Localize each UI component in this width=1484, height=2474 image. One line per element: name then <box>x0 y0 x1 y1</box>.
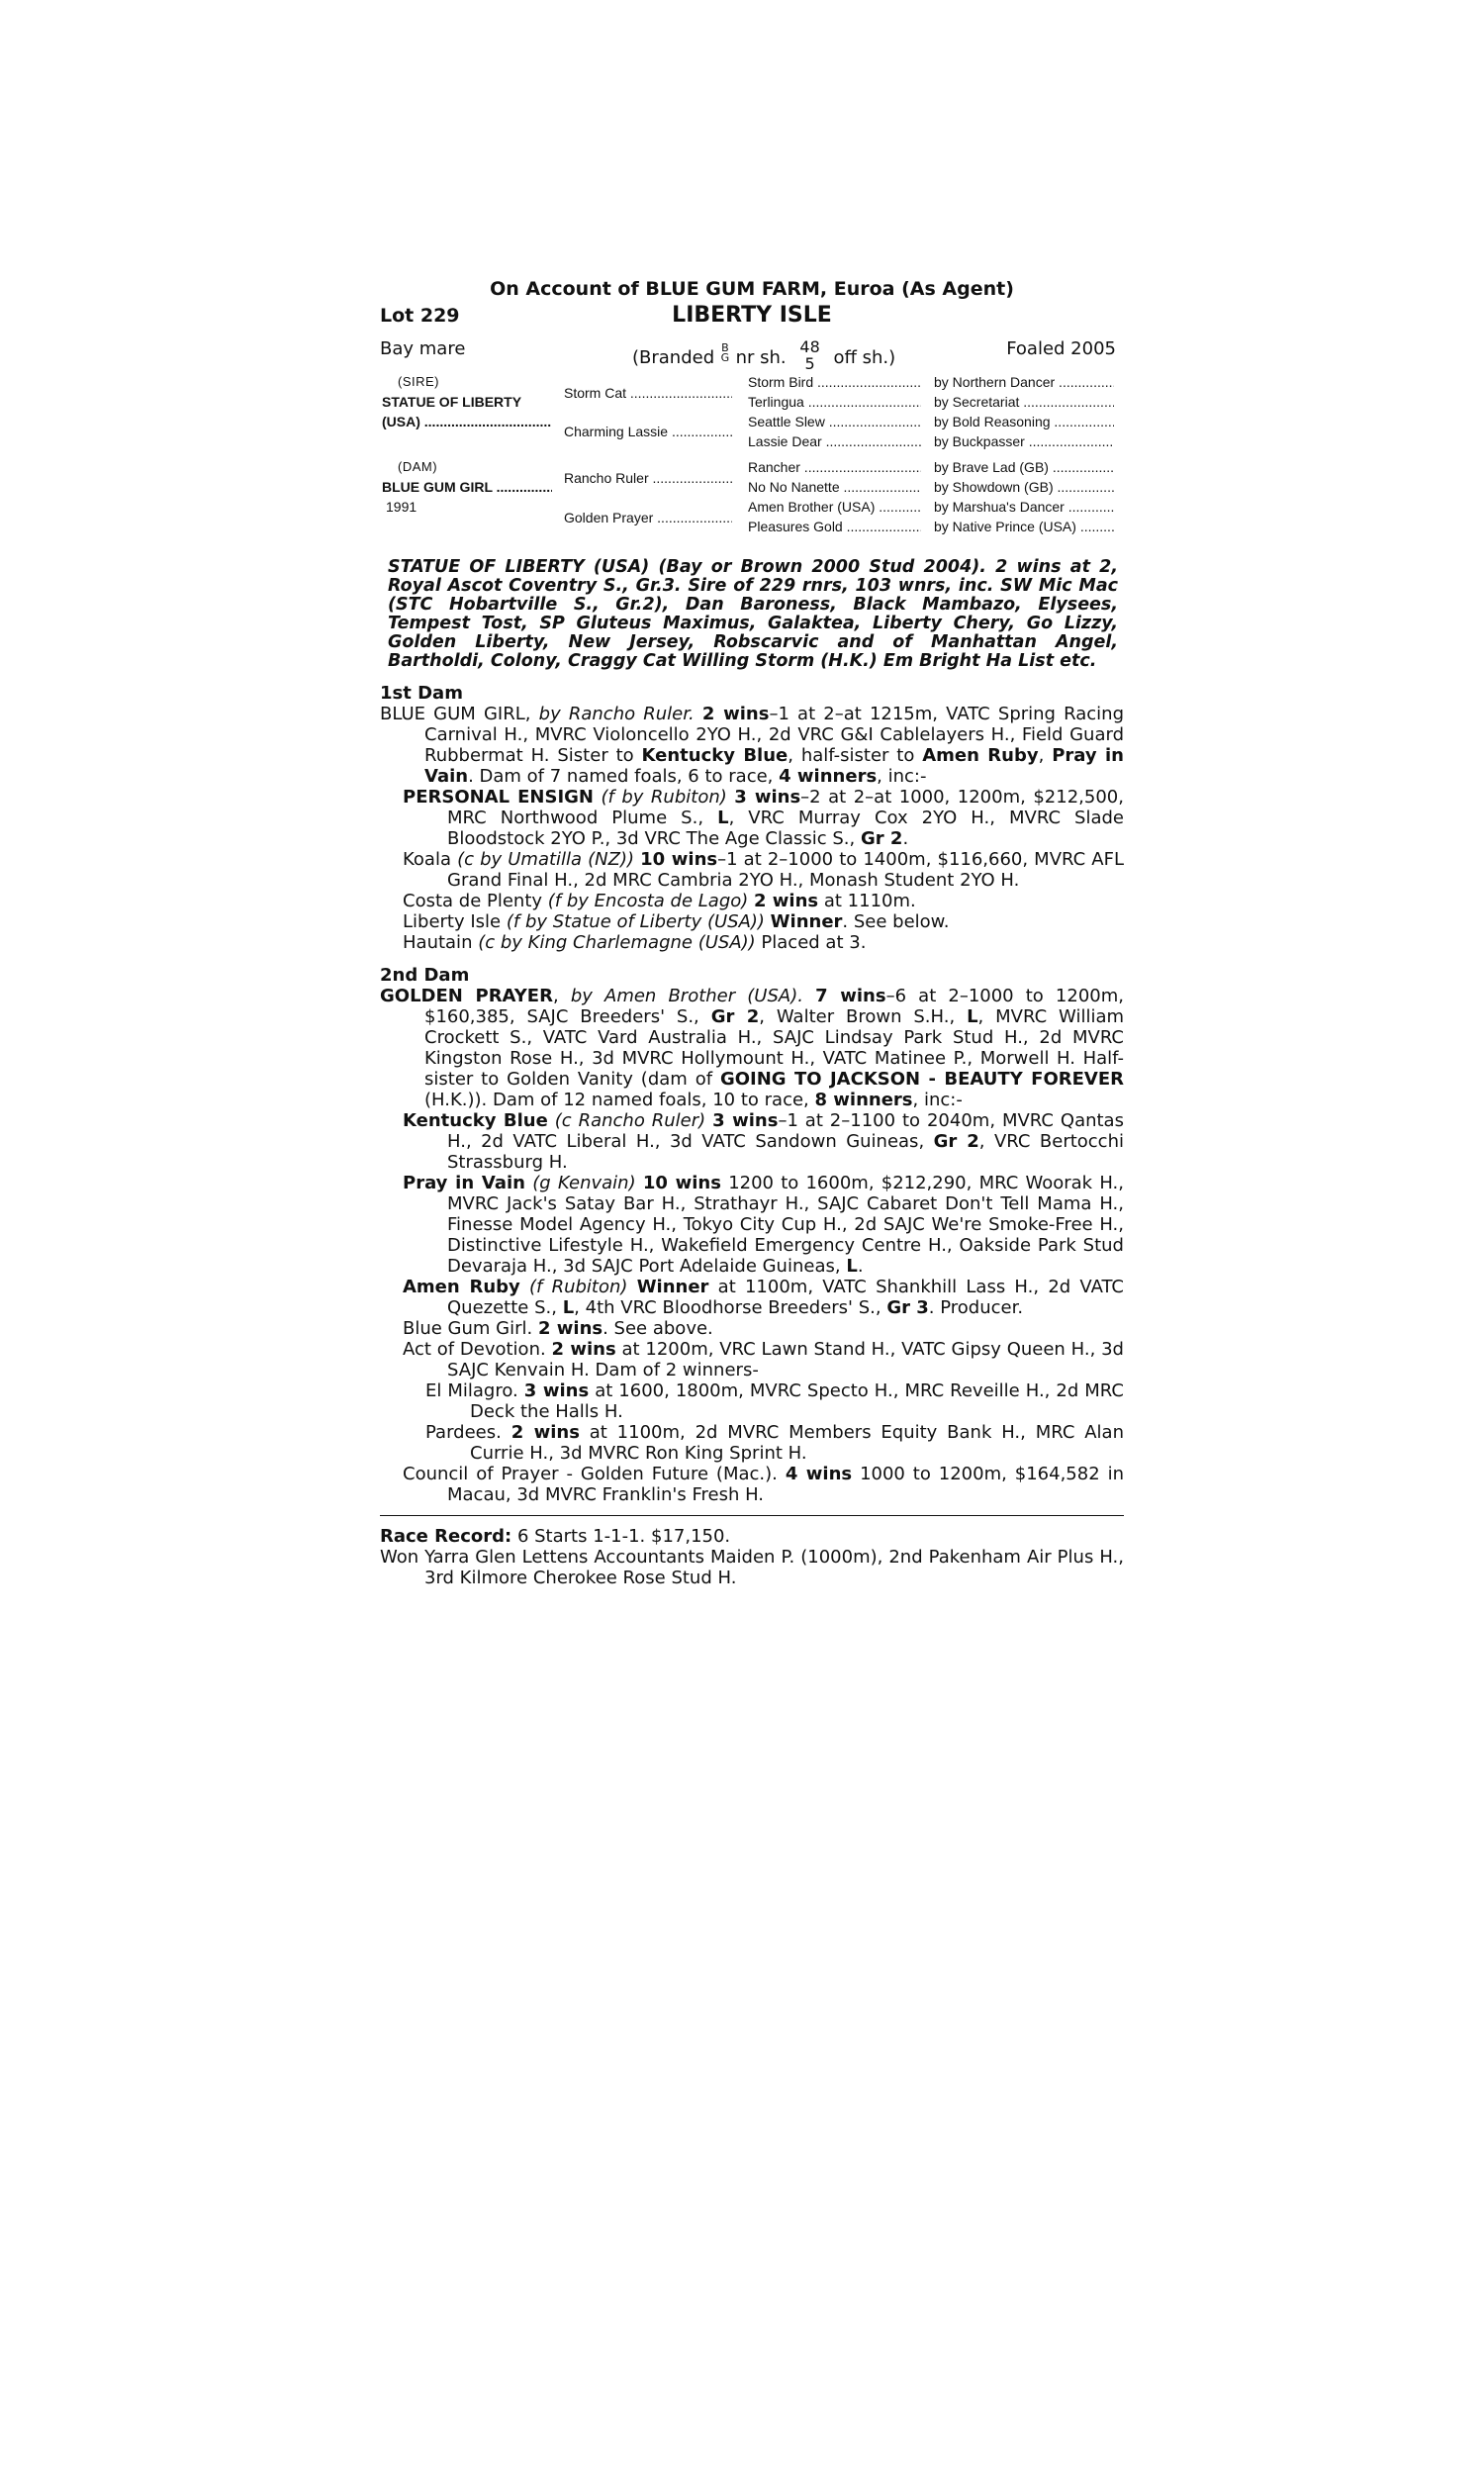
foal-entry <box>380 1173 1124 1277</box>
foal-text: –1 at 2–1000 to 1400m, $116,660, MVRC AFL Grand Final H., 2d MRC Cambria 2YO H., Monash Student 2YO H. <box>447 849 1124 891</box>
foal-wins: 3 wins <box>523 1380 590 1401</box>
lot-number: Lot 229 <box>380 305 460 327</box>
brand-nr: nr sh. <box>735 347 787 368</box>
foal-entry <box>380 787 1124 849</box>
pedigree-gen3-5: Rancher ..... <box>748 459 921 475</box>
sire-country: (USA) ..... <box>382 414 552 429</box>
brand-mark <box>720 343 730 363</box>
foal-sire: (f by Encosta de Lago) <box>547 891 749 911</box>
foal-name: Liberty Isle <box>403 911 502 932</box>
pedigree-gen4-7: by Marshua's Dancer ..... <box>934 499 1114 515</box>
foal-entry <box>380 932 1124 953</box>
foal-text: at 1100m, 2d MVRC Members Equity Bank H., MRC Alan Currie H., 3d MVRC Ron King Sprint H. <box>470 1422 1124 1464</box>
foal-sire: (f Rubiton) <box>529 1277 628 1297</box>
grandfoal-entry <box>380 1380 1124 1422</box>
second-dam-entry: GOLDEN PRAYER, by Amen Brother (USA). 7 wins–6 at 2–1000 to 1200m, $160,385, SAJC Breeders' S., Gr 2, Walter Brown S.H., L, MVRC William Crockett S., VATC Vard Australia H., SAJC Lindsay Park Stud H., 2d MVRC Kingston Rose H., 3d MVRC Hollymount H., VATC Matinee P., Morwell H. Half-sister to Golden Vanity (dam of GOING TO JACKSON - BEAUTY FOREVER (H.K.)). Dam of 12 named foals, 10 to race, 8 winners, inc:- <box>380 986 1125 1110</box>
race-grade: L <box>562 1297 575 1318</box>
foal-text: at 1110m. <box>823 891 916 911</box>
race-grade: L <box>717 808 729 828</box>
foal-wins: Winner <box>770 911 843 932</box>
foal-name: Kentucky Blue <box>403 1110 548 1131</box>
description-row <box>380 333 1124 373</box>
first-dam-sibling: Kentucky Blue <box>641 745 788 766</box>
first-dam-text: , inc:- <box>877 766 927 787</box>
foal-name: Blue Gum Girl. <box>403 1318 533 1339</box>
brand-mark-bottom: G <box>720 351 730 364</box>
second-dam-heading: 2nd Dam <box>380 965 470 986</box>
foal-entry <box>380 849 1124 891</box>
foal-wins: Winner <box>636 1277 709 1297</box>
foal-sire: (c by Umatilla (NZ)) <box>457 849 635 870</box>
foal-text: Placed at 3. <box>761 932 867 953</box>
race-grade: L <box>846 1256 858 1277</box>
foal-text: at 1100m, VATC Shankhill Lass H., 2d VATC Quezette S., <box>447 1277 1125 1318</box>
foal-name: Costa de Plenty <box>403 891 543 911</box>
foal-text: , 4th VRC Bloodhorse Breeders' S., <box>574 1297 881 1318</box>
second-dam-winners: 8 winners <box>814 1090 913 1110</box>
foal-wins: 4 wins <box>785 1464 853 1484</box>
foal-text: . See below. <box>842 911 950 932</box>
foal-name: Pardees. <box>425 1422 502 1443</box>
race-record-detail: Won Yarra Glen Lettens Accountants Maiden P. (1000m), 2nd Pakenham Air Plus H., 3rd Kilmore Cherokee Rose Stud H. <box>380 1547 1124 1588</box>
second-dam-text: , Walter Brown S.H., <box>759 1006 956 1027</box>
pedigree-gen4-5: by Brave Lad (GB) ..... <box>934 459 1114 475</box>
second-dam-name: GOLDEN PRAYER <box>380 986 553 1006</box>
sire-summary: STATUE OF LIBERTY (USA) (Bay or Brown 2000 Stud 2004). 2 wins at 2, Royal Ascot Coventry S., Gr.3. Sire of 229 rnrs, 103 wnrs, inc. SW Mic Mac (STC Hobartville S., Gr.2), Dan Baroness, Black Mambazo, Elysees, Tempest Tost, SP Gluteus Maximus, Galaktea, Liberty Chery, Go Lizzy, Golden Liberty, New Jersey, Robscarvic and of Manhattan Angel, Bartholdi, Colony, Craggy Cat Willing Storm (H.K.) Em Bright Ha List etc. <box>388 557 1118 671</box>
second-dam-sire: by Amen Brother (USA). <box>570 986 803 1006</box>
foal-name: Koala <box>403 849 451 870</box>
first-dam-winners: 4 winners <box>779 766 878 787</box>
pedigree-gen3-1: Storm Bird ..... <box>748 374 921 390</box>
first-dam-sibling: Amen Ruby <box>922 745 1039 766</box>
foal-text: . See above. <box>603 1318 713 1339</box>
race-grade: Gr 2 <box>710 1006 760 1027</box>
second-dam-wins: 7 wins <box>815 986 886 1006</box>
first-dam-name: BLUE GUM GIRL, <box>380 704 531 724</box>
foal-name: Amen Ruby <box>403 1277 520 1297</box>
foal-entry <box>380 911 1124 932</box>
first-dam-sibling: Pray in Vain <box>424 745 1124 787</box>
foaled-year: Foaled 2005 <box>1006 338 1116 359</box>
pedigree-gen3-3: Seattle Slew ..... <box>748 414 921 429</box>
foal-text: –2 at 2–at 1000, 1200m, $212,500, MRC Northwood Plume S., <box>447 787 1124 828</box>
foal-name: Act of Devotion. <box>403 1339 546 1360</box>
foal-sire: (f by Statue of Liberty (USA)) <box>506 911 765 932</box>
foal-entry <box>380 1110 1124 1173</box>
foal-text: . <box>857 1256 864 1277</box>
brand-number-bottom: 5 <box>804 354 815 373</box>
first-dam-text: –1 at 2–at 1215m, VATC Spring Racing Carnival H., MVRC Violoncello 2YO H., 2d VRC G&I Cablelayers H., Field Guard Rubbermat H. Sister to <box>424 704 1124 766</box>
horse-sex: Bay mare <box>380 338 466 359</box>
pedigree-gen3-6: No No Nanette ..... <box>748 479 921 495</box>
vendor-line: On Account of BLUE GUM FARM, Euroa (As Agent) <box>490 278 1014 300</box>
first-dam-wins: 2 wins <box>701 704 770 724</box>
foal-wins: 2 wins <box>537 1318 603 1339</box>
foal-text: –1 at 2–1100 to 2040m, MVRC Qantas H., 2d VATC Liberal H., 3d VATC Sandown Guineas, <box>447 1110 1124 1152</box>
second-dam-text: , inc:- <box>912 1090 963 1110</box>
foal-sire: (c by King Charlemagne (USA)) <box>478 932 756 953</box>
lot-row <box>380 303 1124 333</box>
grandfoal-entry <box>380 1422 1124 1464</box>
pedigree-gen4-4: by Buckpasser ..... <box>934 433 1114 449</box>
race-grade: L <box>967 1006 978 1027</box>
pedigree-gen3-4: Lassie Dear ..... <box>748 433 921 449</box>
catalogue-page <box>380 275 1124 1588</box>
pedigree-gen3-2: Terlingua ..... <box>748 394 921 410</box>
first-dam-entry <box>380 704 1124 787</box>
foal-name: Council of Prayer - Golden Future (Mac.). <box>403 1464 778 1484</box>
second-dam-relative: GOING TO JACKSON - BEAUTY FOREVER <box>719 1069 1124 1090</box>
sire-name: STATUE OF LIBERTY <box>382 394 522 410</box>
brand-suffix: off sh.) <box>833 347 896 368</box>
foal-text: , VRC Bertocchi Strassburg H. <box>447 1131 1124 1173</box>
race-record-label: Race Record: <box>380 1526 512 1547</box>
first-dam-sire: by Rancho Ruler. <box>538 704 695 724</box>
foal-wins: 2 wins <box>551 1339 616 1360</box>
race-grade: Gr 2 <box>933 1131 979 1152</box>
foal-text: at 1200m, VRC Lawn Stand H., VATC Gipsy Queen H., 3d SAJC Kenvain H. Dam of 2 winners- <box>447 1339 1124 1380</box>
race-record-value: 6 Starts 1-1-1. $17,150. <box>516 1526 731 1547</box>
divider <box>380 1515 1124 1516</box>
pedigree-table <box>380 374 1124 540</box>
pedigree-gen4-8: by Native Prince (USA) ..... <box>934 519 1114 534</box>
foal-name: El Milagro. <box>425 1380 518 1401</box>
second-dam-text: (H.K.)). Dam of 12 named foals, 10 to race, <box>424 1090 809 1110</box>
brand-description <box>632 338 895 372</box>
second-dam-text: , MVRC William Crockett S., VATC Vard Australia H., SAJC Lindsay Park Stud H., 2d MVRC Kingston Rose H., 3d MVRC Hollymount H., VATC Matinee P., Morwell H. Half-sister to Golden Vanity (dam of <box>424 1006 1125 1090</box>
pedigree-gen2-2: Charming Lassie ..... <box>564 424 732 439</box>
foal-name: Pray in Vain <box>403 1173 525 1193</box>
first-dam-text: . Dam of 7 named foals, 6 to race, <box>468 766 774 787</box>
race-grade: Gr 2 <box>861 828 903 849</box>
foal-wins: 2 wins <box>754 891 819 911</box>
foal-name: Hautain <box>403 932 473 953</box>
first-dam-text: , half-sister to <box>788 745 915 766</box>
foal-sire: (c Rancho Ruler) <box>554 1110 706 1131</box>
pedigree-gen2-4: Golden Prayer ..... <box>564 510 732 525</box>
foal-entry <box>380 1277 1124 1318</box>
foal-wins: 2 wins <box>510 1422 580 1443</box>
race-record <box>380 1526 1124 1547</box>
pedigree-gen4-3: by Bold Reasoning ..... <box>934 414 1114 429</box>
brand-mark-top: B <box>721 341 729 354</box>
second-dam-text: –6 at 2–1000 to 1200m, $160,385, SAJC Breeders' S., <box>424 986 1124 1027</box>
foal-entry <box>380 1318 1124 1339</box>
foal-entry <box>380 1339 1124 1380</box>
pedigree-gen2-1: Storm Cat ..... <box>564 385 732 401</box>
foal-text: at 1600, 1800m, MVRC Specto H., MRC Reveille H., 2d MRC Deck the Halls H. <box>470 1380 1124 1422</box>
dam-name: BLUE GUM GIRL ..... <box>382 479 552 495</box>
foal-text: , VRC Murray Cox 2YO H., MVRC Slade Bloodstock 2YO P., 3d VRC The Age Classic S., <box>447 808 1124 849</box>
pedigree-gen4-6: by Showdown (GB) ..... <box>934 479 1114 495</box>
foal-text: . Producer. <box>928 1297 1024 1318</box>
foal-text: 1200 to 1600m, $212,290, MRC Woorak H., MVRC Jack's Satay Bar H., Strathayr H., SAJC Cabaret Don't Tell Mama H., Finesse Model Agency H., Tokyo City Cup H., 2d SAJC We're Smoke-Free H., Distinctive Lifestyle H., Wakefield Emergency Centre H., Oakside Park Stud Devaraja H., 3d SAJC Port Adelaide Guineas, <box>447 1173 1124 1277</box>
sire-tag: (SIRE) <box>398 374 439 389</box>
pedigree-gen3-7: Amen Brother (USA) ..... <box>748 499 921 515</box>
dam-tag: (DAM) <box>398 459 438 474</box>
brand-prefix: (Branded <box>632 347 715 368</box>
brand-number-top: 48 <box>799 337 820 356</box>
brand-number <box>799 338 819 372</box>
dam-year: 1991 <box>386 499 417 515</box>
foal-wins: 10 wins <box>642 1173 721 1193</box>
foal-name: PERSONAL ENSIGN <box>403 787 594 808</box>
first-dam-text: , <box>1038 745 1045 766</box>
foal-wins: 10 wins <box>640 849 718 870</box>
pedigree-gen3-8: Pleasures Gold ..... <box>748 519 921 534</box>
foal-entry <box>380 891 1124 911</box>
foal-sire: (g Kenvain) <box>532 1173 636 1193</box>
foal-sire: (f by Rubiton) <box>601 787 727 808</box>
first-dam-heading: 1st Dam <box>380 683 463 704</box>
pedigree-gen4-1: by Northern Dancer ..... <box>934 374 1114 390</box>
foal-entry <box>380 1464 1124 1505</box>
foal-wins: 3 wins <box>734 787 801 808</box>
foal-text: . <box>902 828 909 849</box>
foal-wins: 3 wins <box>712 1110 779 1131</box>
horse-name: LIBERTY ISLE <box>672 303 832 328</box>
foal-text: 1000 to 1200m, $164,582 in Macau, 3d MVRC Franklin's Fresh H. <box>447 1464 1124 1505</box>
race-grade: Gr 3 <box>886 1297 929 1318</box>
pedigree-gen2-3: Rancho Ruler ..... <box>564 470 732 486</box>
pedigree-gen4-2: by Secretariat ..... <box>934 394 1114 410</box>
